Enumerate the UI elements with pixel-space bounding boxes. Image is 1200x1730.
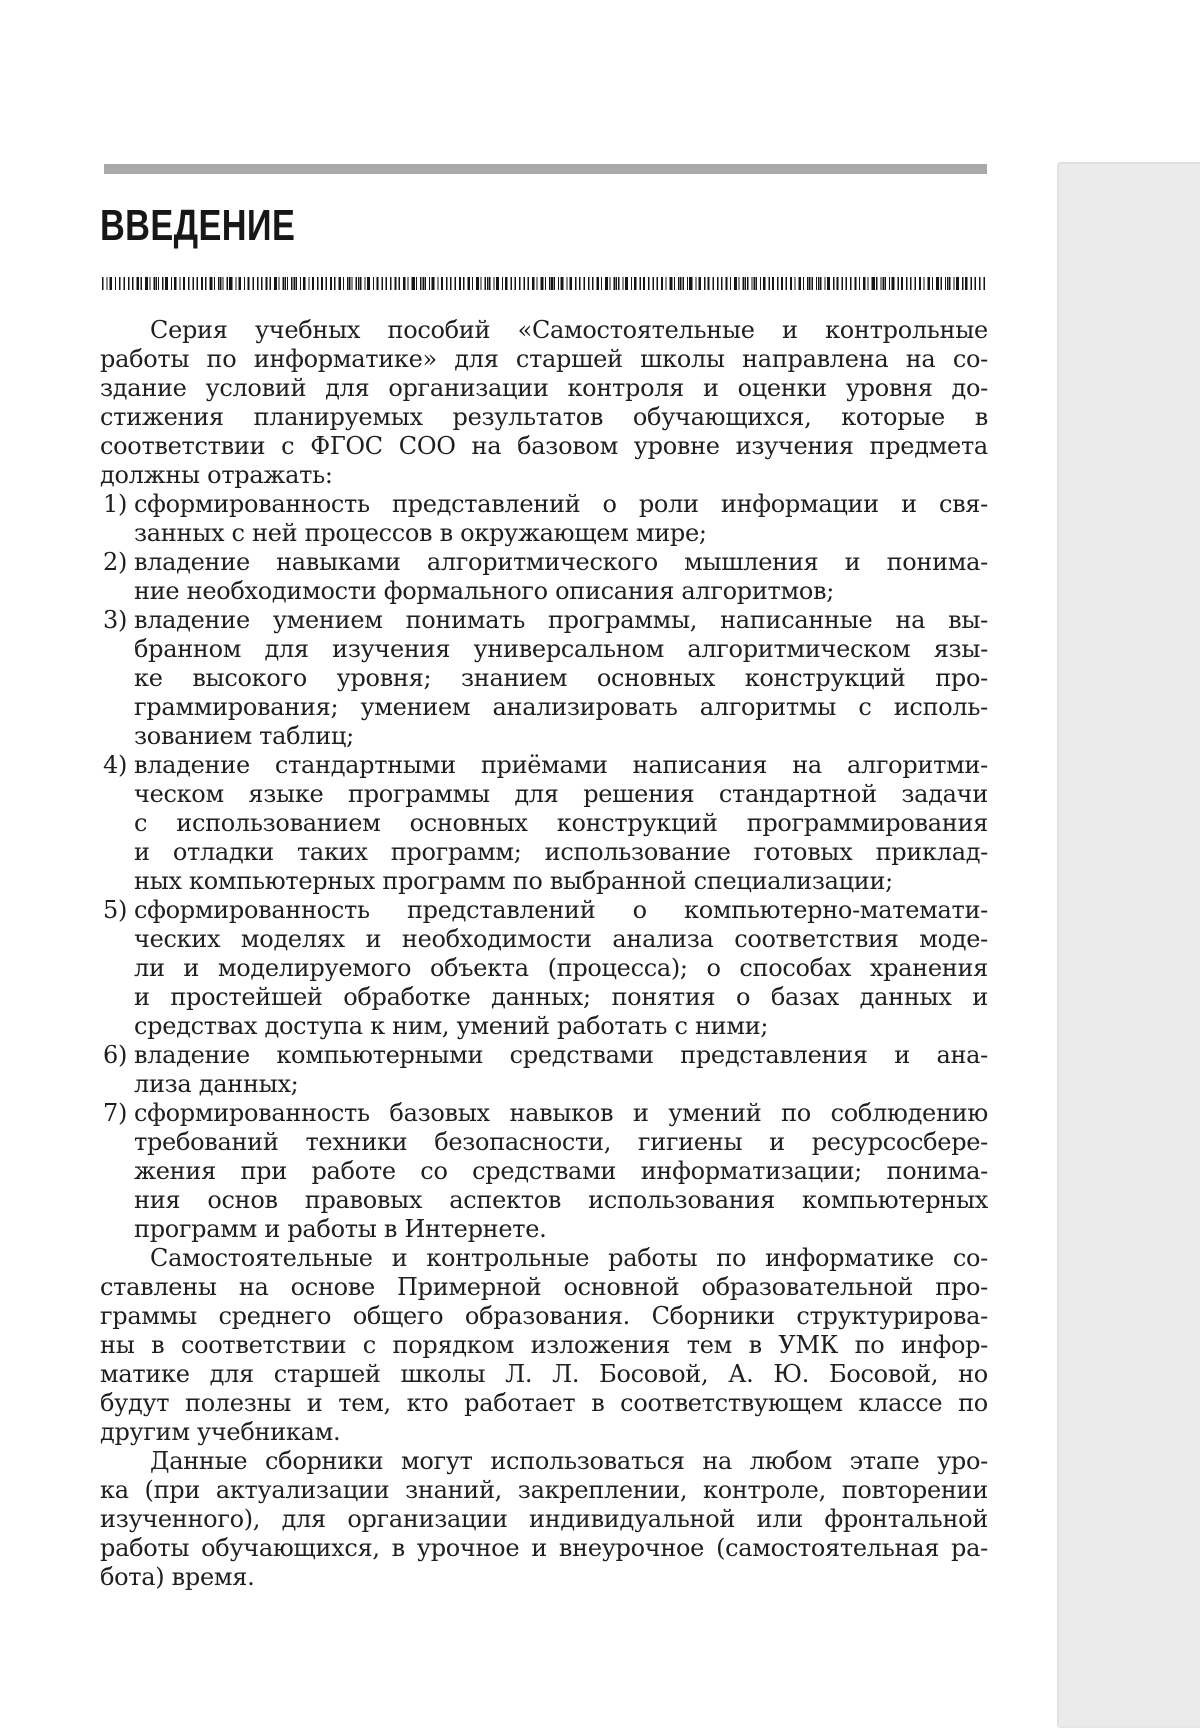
list-number: 6): [103, 1041, 128, 1069]
text-line: ния основ правовых аспектов использования компьютерных: [134, 1186, 988, 1214]
paragraph: [100, 316, 988, 490]
list-number: 1): [103, 490, 128, 518]
text-line: соответствии с ФГОС СОО на базовом уровне изучения предмета: [100, 432, 988, 460]
text-line: с использованием основных конструкций программирования: [134, 809, 988, 837]
text-line: ных компьютерных программ по выбранной специализации;: [134, 867, 893, 895]
text-line: ческом языке программы для решения стандартной задачи: [134, 780, 988, 808]
list-item: [100, 1041, 988, 1099]
text-line: ка (при актуализации знаний, закреплении, контроле, повторении: [100, 1476, 988, 1504]
text-line: зованием таблиц;: [134, 722, 354, 750]
text-line: и простейшей обработке данных; понятия о базах данных и: [134, 983, 988, 1011]
text-line: Самостоятельные и контрольные работы по информатике со-: [150, 1244, 988, 1272]
text-line: Серия учебных пособий «Самостоятельные и контрольные: [150, 316, 988, 344]
text-line: изученного), для организации индивидуальной или фронтальной: [100, 1505, 988, 1533]
text-line: 5) сформированность представлений о компьютерно-математи-: [103, 896, 988, 924]
paragraph: [100, 1244, 988, 1447]
list-number: 4): [103, 751, 128, 779]
text-line: средствах доступа к ним, умений работать с ними;: [134, 1012, 769, 1040]
page-title: ВВЕДЕНИЕ: [100, 201, 296, 250]
text-line: работы обучающихся, в урочное и внеурочное (самостоятельная ра-: [100, 1534, 988, 1562]
text-line: другим учебникам.: [100, 1418, 341, 1446]
text-line: 1) сформированность представлений о роли информации и свя-: [103, 490, 988, 518]
list-item: [100, 751, 988, 896]
text-line: ческих моделях и необходимости анализа соответствия моде-: [134, 925, 988, 953]
text-line: ставлены на основе Примерной основной образовательной про-: [100, 1273, 988, 1301]
text-line: ке высокого уровня; знанием основных конструкций про-: [134, 664, 988, 692]
text-line: матике для старшей школы Л. Л. Босовой, А. Ю. Босовой, но: [100, 1360, 988, 1388]
text-line: жения при работе со средствами информатизации; понима-: [134, 1157, 988, 1185]
text-line: и отладки таких программ; использование готовых приклад-: [134, 838, 988, 866]
text-line: Данные сборники могут использоваться на любом этапе уро-: [150, 1447, 988, 1475]
list-item: [100, 1099, 988, 1244]
body-text: [100, 316, 988, 1592]
list-number: 7): [103, 1099, 128, 1127]
text-line: должны отражать:: [100, 461, 333, 489]
text-line: требований техники безопасности, гигиены и ресурсосбере-: [134, 1128, 988, 1156]
paragraph: [100, 1447, 988, 1592]
text-line: бота) время.: [100, 1563, 255, 1591]
list-item: [100, 606, 988, 751]
text-line: 6) владение компьютерными средствами представления и ана-: [103, 1041, 988, 1069]
header-bar: [104, 164, 987, 174]
text-line: стижения планируемых результатов обучающихся, которые в: [100, 403, 988, 431]
text-line: будут полезны и тем, кто работает в соответствующем классе по: [100, 1389, 988, 1417]
text-line: лиза данных;: [134, 1070, 299, 1098]
text-line: 3) владение умением понимать программы, написанные на вы-: [103, 606, 988, 634]
text-line: 2) владение навыками алгоритмического мышления и понима-: [103, 548, 988, 576]
text-line: работы по информатике» для старшей школы направлена на со-: [100, 345, 988, 373]
list-number: 2): [103, 548, 128, 576]
list-number: 5): [103, 896, 128, 924]
list-item: [100, 548, 988, 606]
side-panel: [1057, 162, 1200, 1728]
list-item: [100, 896, 988, 1041]
text-line: занных с ней процессов в окружающем мире;: [134, 519, 707, 547]
list-number: 3): [103, 606, 128, 634]
text-line: ли и моделируемого объекта (процесса); о способах хранения: [134, 954, 988, 982]
text-line: ны в соответствии с порядком изложения тем в УМК по инфор-: [100, 1331, 988, 1359]
text-line: программ и работы в Интернете.: [134, 1215, 547, 1243]
text-line: ние необходимости формального описания алгоритмов;: [134, 577, 835, 605]
text-line: здание условий для организации контроля и оценки уровня до-: [100, 374, 988, 402]
text-line: 7) сформированность базовых навыков и умений по соблюдению: [103, 1099, 988, 1127]
text-line: 4) владение стандартными приёмами написания на алгоритми-: [103, 751, 988, 779]
barcode-divider: [102, 277, 988, 290]
text-line: граммы среднего общего образования. Сборники структурирова-: [100, 1302, 988, 1330]
text-line: граммирования; умением анализировать алгоритмы с исполь-: [134, 693, 988, 721]
list-item: [100, 490, 988, 548]
text-line: бранном для изучения универсальном алгоритмическом язы-: [134, 635, 988, 663]
